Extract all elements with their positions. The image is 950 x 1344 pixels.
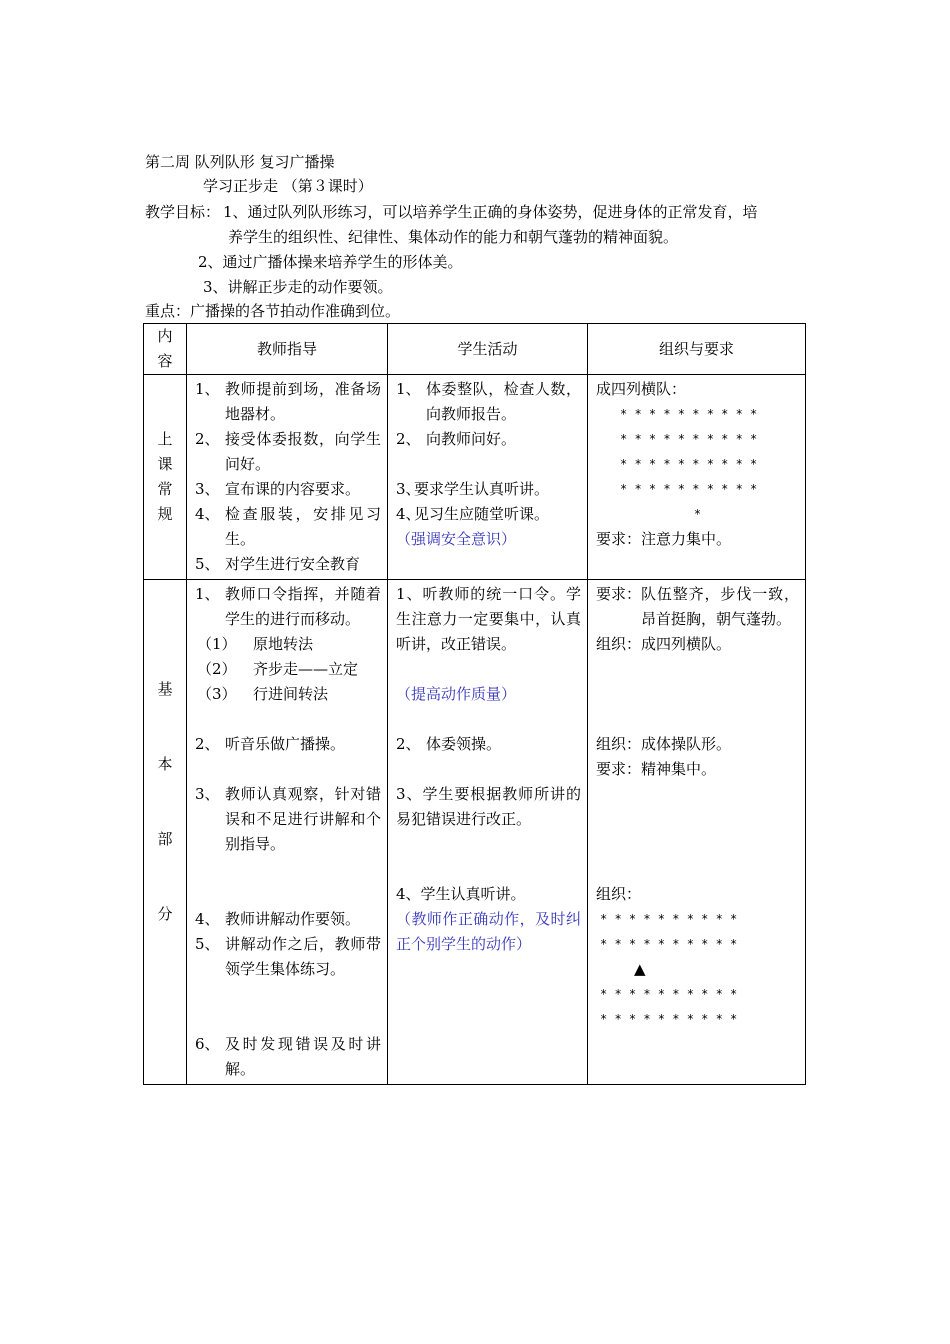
page-title: 第二周 队列队形 复习广播操 bbox=[145, 153, 335, 171]
routine-teacher-cell bbox=[187, 375, 388, 580]
list-item: 3、学生要根据教师所讲的易犯错误进行改正。 bbox=[396, 785, 581, 828]
correction-note: （教师作正确动作，及时纠正个别学生的动作） bbox=[396, 910, 581, 953]
section-label-char: 基 bbox=[157, 680, 173, 698]
list-item: 6、 及时发现错误及时讲解。 bbox=[195, 1035, 381, 1078]
list-item: 3、 教师认真观察，针对错误和不足进行讲解和个别指导。 bbox=[195, 785, 381, 853]
formation-row: * * * * * * * * * * bbox=[600, 937, 738, 951]
list-item: 4、学生认真听讲。 bbox=[396, 885, 526, 903]
main-org-cell bbox=[588, 580, 806, 1085]
goal-1: 1、通过队列队形练习，可以培养学生正确的身体姿势，促进身体的正常发育，培 bbox=[223, 203, 758, 221]
formation-row: * * * * * * * * * * bbox=[600, 987, 738, 1001]
list-item: （2） 齐步走——立定 bbox=[197, 660, 359, 678]
list-item: 4、 检查服装，安排见习生。 bbox=[195, 505, 381, 548]
main-teacher-cell bbox=[187, 580, 388, 1085]
formation-row: * * * * * * * * * * bbox=[620, 407, 758, 421]
main-student-cell bbox=[388, 580, 588, 1085]
quality-note: （提高动作质量） bbox=[396, 685, 517, 703]
list-item: 1、 教师提前到场，准备场地器材。 bbox=[195, 380, 381, 423]
list-item: 3、 宣布课的内容要求。 bbox=[195, 480, 361, 498]
org-requirement: 要求：注意力集中。 bbox=[596, 530, 732, 548]
list-item: 1、听教师的统一口令。学生注意力一定要集中，认真听讲，改正错误。 bbox=[396, 585, 581, 653]
routine-org-cell bbox=[588, 375, 806, 580]
org-item: 组织：成体操队形。 bbox=[596, 735, 732, 753]
org-title: 成四列横队： bbox=[596, 380, 687, 398]
routine-student-cell bbox=[388, 375, 588, 580]
org-requirement: 要求： 队伍整齐，步伐一致，昂首挺胸，朝气蓬勃。 bbox=[596, 585, 799, 628]
list-item: 1、 教师口令指挥，并随着学生的进行而移动。 bbox=[195, 585, 381, 628]
list-item: 4、 教师讲解动作要领。 bbox=[195, 910, 361, 928]
list-item: 5、 对学生进行安全教育 bbox=[195, 555, 361, 573]
header-content-char: 容 bbox=[157, 352, 173, 370]
lesson-table bbox=[143, 323, 806, 1085]
safety-note: （强调安全意识） bbox=[396, 530, 517, 548]
list-item: 3、 要求学生认真听讲。 bbox=[396, 480, 550, 498]
table-header-row bbox=[144, 324, 806, 375]
teacher-triangle-icon: ▲ bbox=[634, 960, 646, 978]
table-row-main bbox=[144, 580, 806, 1085]
list-item: 2、 听音乐做广播操。 bbox=[195, 735, 346, 753]
org-item: 要求：精神集中。 bbox=[596, 760, 717, 778]
list-item: （1） 原地转法 bbox=[197, 635, 314, 653]
section-label-char: 本 bbox=[157, 755, 173, 773]
org-item: 组织：成四列横队。 bbox=[596, 635, 732, 653]
section-label-char: 课 bbox=[157, 455, 173, 473]
header-content bbox=[144, 324, 187, 375]
org-item: 组织： bbox=[596, 885, 642, 903]
list-item: 4、 见习生应随堂听课。 bbox=[396, 505, 550, 523]
formation-row: * * * * * * * * * * bbox=[620, 432, 758, 446]
section-label-char: 上 bbox=[157, 430, 173, 448]
list-item: 2、 体委领操。 bbox=[396, 735, 502, 753]
header-content-char: 内 bbox=[157, 327, 173, 345]
formation-row: * * * * * * * * * * bbox=[620, 482, 758, 496]
list-item: 5、 讲解动作之后，教师带领学生集体练习。 bbox=[195, 935, 381, 978]
section-label-char: 部 bbox=[157, 830, 173, 848]
key-point: 重点：广播操的各节拍动作准确到位。 bbox=[145, 302, 401, 320]
page-subtitle: 学习正步走 （第３课时） bbox=[203, 177, 373, 195]
goals-label: 教学目标： bbox=[145, 203, 221, 221]
list-item: 1、 体委整队，检查人数，向教师报告。 bbox=[396, 380, 581, 423]
header-org: 组织与要求 bbox=[588, 324, 806, 375]
list-item: （3） 行进间转法 bbox=[197, 685, 329, 703]
formation-row: * * * * * * * * * * bbox=[600, 1012, 738, 1026]
goal-3: 3、讲解正步走的动作要领。 bbox=[203, 278, 393, 296]
teacher-marker: * bbox=[693, 507, 702, 521]
list-item: 2、 向教师问好。 bbox=[396, 430, 517, 448]
list-item: 2、 接受体委报数，向学生问好。 bbox=[195, 430, 381, 473]
section-label-main bbox=[144, 580, 187, 1085]
header-teacher: 教师指导 bbox=[187, 324, 388, 375]
header-student: 学生活动 bbox=[388, 324, 588, 375]
goal-1-cont: 养学生的组织性、纪律性、集体动作的能力和朝气蓬勃的精神面貌。 bbox=[228, 228, 679, 246]
section-label-char: 常 bbox=[157, 480, 173, 498]
formation-row: * * * * * * * * * * bbox=[600, 912, 738, 926]
table-row-routine bbox=[144, 375, 806, 580]
section-label-routine bbox=[144, 375, 187, 580]
goal-2: 2、通过广播体操来培养学生的形体美。 bbox=[198, 253, 463, 271]
section-label-char: 分 bbox=[157, 905, 173, 923]
section-label-char: 规 bbox=[157, 505, 173, 523]
formation-row: * * * * * * * * * * bbox=[620, 457, 758, 471]
